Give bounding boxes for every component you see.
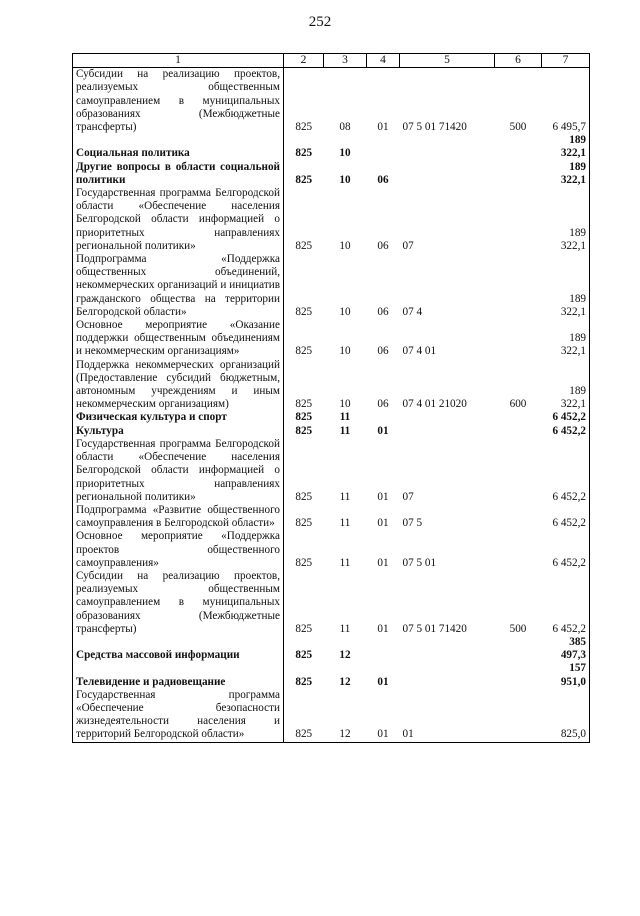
cell-col7: 385 497,3 xyxy=(542,636,590,662)
cell-col7: 189 322,1 xyxy=(542,253,590,319)
table-header-row xyxy=(73,54,590,68)
cell-col6 xyxy=(495,161,542,187)
cell-col2: 825 xyxy=(295,490,313,503)
cell-col2: 825 xyxy=(295,345,313,358)
row-name: Субсидии на реализацию проектов, реализуемых общественным самоуправлением в муниципальных образованиях (Межбюджетные трансферты) xyxy=(73,570,284,636)
cell-col3: 11 xyxy=(339,424,351,437)
cell-col6 xyxy=(495,689,542,742)
cell-col4: 01 xyxy=(377,675,389,688)
cell-col5: 07 xyxy=(402,239,414,252)
cell-col3: 11 xyxy=(339,622,351,635)
table-row xyxy=(73,161,590,187)
budget-table xyxy=(72,53,590,743)
table-row xyxy=(73,134,590,160)
cell-col2: 825 xyxy=(295,121,313,134)
cell-col7: 6 495,7 xyxy=(542,68,590,135)
row-name: Подпрограмма «Развитие общественного самоуправления в Белгородской области» xyxy=(73,504,284,530)
table-row xyxy=(73,662,590,688)
row-name: Социальная политика xyxy=(73,134,284,160)
table-row xyxy=(73,570,590,636)
cell-col5 xyxy=(400,636,495,662)
column-header: 2 xyxy=(284,54,324,68)
cell-col4: 01 xyxy=(377,517,389,530)
cell-col2: 825 xyxy=(295,649,313,662)
column-header: 3 xyxy=(324,54,367,68)
table-row xyxy=(73,636,590,662)
cell-col4: 06 xyxy=(377,398,389,411)
row-name: Средства массовой информации xyxy=(73,636,284,662)
row-name: Физическая культура и спорт xyxy=(73,411,284,424)
cell-col2: 825 xyxy=(295,517,313,530)
table-row xyxy=(73,438,590,504)
cell-col3: 10 xyxy=(339,173,351,186)
cell-col7: 6 452,2 xyxy=(542,438,590,504)
cell-col5: 07 4 xyxy=(402,305,423,318)
cell-col7: 6 452,2 xyxy=(542,504,590,530)
column-header: 7 xyxy=(542,54,590,68)
cell-col5 xyxy=(400,161,495,187)
cell-col3: 12 xyxy=(339,649,351,662)
cell-col3: 08 xyxy=(339,121,351,134)
cell-col5 xyxy=(400,425,495,438)
cell-col4: 01 xyxy=(367,689,400,742)
cell-col6 xyxy=(495,319,542,359)
row-name: Подпрограмма «Поддержка общественных объединений, некоммерческих организаций и инициатив гражданского общества на территории Белгородской области» xyxy=(73,253,284,319)
cell-col7: 6 452,2 xyxy=(542,411,590,424)
cell-col3: 10 xyxy=(339,345,351,358)
cell-col2: 825 xyxy=(295,305,313,318)
cell-col4: 06 xyxy=(377,239,389,252)
cell-col3: 12 xyxy=(339,675,351,688)
cell-col2: 825 xyxy=(295,398,313,411)
cell-col3: 11 xyxy=(339,411,351,424)
cell-col4 xyxy=(367,134,400,160)
cell-col3: 11 xyxy=(339,556,351,569)
cell-col5 xyxy=(400,411,495,424)
cell-col2: 825 xyxy=(295,147,313,160)
cell-col2: 825 xyxy=(295,173,313,186)
cell-col5: 07 xyxy=(402,490,414,503)
cell-col2: 825 xyxy=(295,675,313,688)
cell-col4: 01 xyxy=(377,424,389,437)
cell-col6: 500 xyxy=(509,622,527,635)
cell-col5 xyxy=(400,662,495,688)
cell-col6 xyxy=(495,438,542,504)
cell-col3: 10 xyxy=(339,398,351,411)
cell-col4 xyxy=(367,411,400,424)
table-row xyxy=(73,689,590,742)
table-row xyxy=(73,411,590,424)
cell-col3: 11 xyxy=(339,490,351,503)
cell-col2: 825 xyxy=(295,424,313,437)
cell-col5: 07 5 01 xyxy=(402,556,437,569)
cell-col7: 189 322,1 xyxy=(542,187,590,253)
cell-col7: 189 322,1 xyxy=(542,134,590,160)
cell-col6 xyxy=(495,253,542,319)
cell-col4: 01 xyxy=(377,556,389,569)
table-row xyxy=(73,68,590,135)
page-number: 252 xyxy=(308,14,332,30)
cell-col7: 6 452,2 xyxy=(542,425,590,438)
column-header: 4 xyxy=(367,54,400,68)
cell-col4: 01 xyxy=(377,622,389,635)
cell-col5: 07 4 01 xyxy=(402,345,437,358)
table-row xyxy=(73,504,590,530)
cell-col4: 06 xyxy=(377,305,389,318)
cell-col5: 07 5 01 71420 xyxy=(402,121,467,134)
cell-col2: 825 xyxy=(295,556,313,569)
column-header: 5 xyxy=(400,54,495,68)
table-row xyxy=(73,187,590,253)
table-row xyxy=(73,359,590,412)
cell-col5: 07 5 xyxy=(402,517,423,530)
row-name: Культура xyxy=(73,425,284,438)
row-name: Другие вопросы в области социальной политики xyxy=(73,161,284,187)
cell-col6 xyxy=(495,425,542,438)
cell-col3: 11 xyxy=(339,517,351,530)
cell-col3: 10 xyxy=(339,305,351,318)
column-header: 6 xyxy=(495,54,542,68)
cell-col5: 07 4 01 21020 xyxy=(402,398,467,411)
cell-col3: 12 xyxy=(324,689,367,742)
cell-col2: 825 xyxy=(295,622,313,635)
cell-col5: 01 xyxy=(400,689,495,742)
row-name: Субсидии на реализацию проектов, реализуемых общественным самоуправлением в муниципальных образованиях (Межбюджетные трансферты) xyxy=(73,68,284,135)
row-name: Основное мероприятие «Оказание поддержки общественным объединениям и некоммерческим организациям» xyxy=(73,319,284,359)
cell-col4: 01 xyxy=(377,121,389,134)
cell-col7: 189 322,1 xyxy=(542,161,590,187)
cell-col6 xyxy=(495,411,542,424)
column-header: 1 xyxy=(73,54,284,68)
row-name: Государственная программа Белгородской области «Обеспечение населения Белгородской области информацией о приоритетных направлениях региональной политики» xyxy=(73,187,284,253)
cell-col3: 10 xyxy=(339,147,351,160)
cell-col6: 500 xyxy=(509,121,527,134)
cell-col2: 825 xyxy=(295,411,313,424)
cell-col7: 189 322,1 xyxy=(542,359,590,412)
cell-col2: 825 xyxy=(284,689,324,742)
row-name: Телевидение и радиовещание xyxy=(73,662,284,688)
cell-col7: 189 322,1 xyxy=(542,319,590,359)
row-name: Основное мероприятие «Поддержка проектов общественного самоуправления» xyxy=(73,530,284,570)
table-row xyxy=(73,253,590,319)
table-row xyxy=(73,530,590,570)
cell-col5: 07 5 01 71420 xyxy=(402,622,467,635)
table-row xyxy=(73,425,590,438)
table-row xyxy=(73,319,590,359)
cell-col6 xyxy=(495,187,542,253)
cell-col4: 06 xyxy=(377,173,389,186)
cell-col6 xyxy=(495,530,542,570)
cell-col3: 10 xyxy=(339,239,351,252)
cell-col7: 825,0 xyxy=(542,689,590,742)
cell-col6 xyxy=(495,504,542,530)
cell-col2: 825 xyxy=(295,239,313,252)
cell-col7: 6 452,2 xyxy=(542,530,590,570)
cell-col6 xyxy=(495,636,542,662)
cell-col6: 600 xyxy=(509,398,527,411)
cell-col4 xyxy=(367,636,400,662)
cell-col6 xyxy=(495,134,542,160)
row-name: Поддержка некоммерческих организаций (Предоставление субсидий бюджетным, автономным учреждениям и иным некоммерческим организациям) xyxy=(73,359,284,412)
row-name: Государственная программа Белгородской области «Обеспечение населения Белгородской области информацией о приоритетных направлениях региональной политики» xyxy=(73,438,284,504)
cell-col4: 01 xyxy=(377,490,389,503)
cell-col4: 06 xyxy=(377,345,389,358)
cell-col5 xyxy=(400,134,495,160)
cell-col6 xyxy=(495,662,542,688)
cell-col7: 6 452,2 xyxy=(542,570,590,636)
cell-col7: 157 951,0 xyxy=(542,662,590,688)
row-name: Государственная программа «Обеспечение безопасности жизнедеятельности населения и территорий Белгородской области» xyxy=(73,689,284,742)
